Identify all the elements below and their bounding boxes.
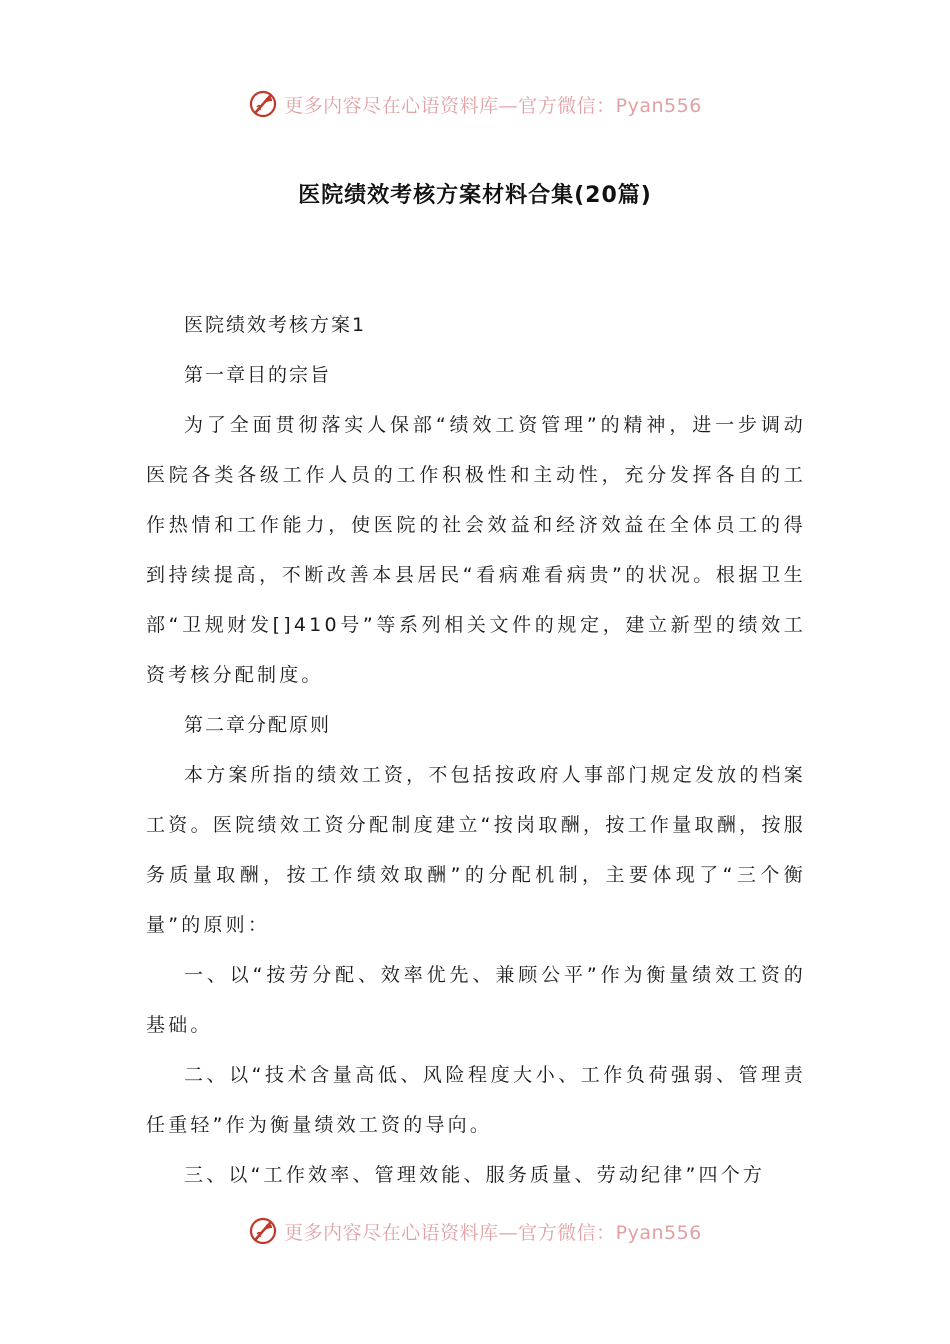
header-banner: [0, 84, 950, 124]
paragraph: 三、以“工作效率、管理效能、服务质量、劳动纪律”四个方: [184, 1164, 766, 1186]
banner-text: [284, 1218, 702, 1245]
document-title: 医院绩效考核方案材料合集(20篇): [298, 183, 652, 208]
paragraph: 第一章目的宗旨: [184, 364, 332, 386]
quill-pen-icon: [248, 89, 278, 119]
banner-promo-text: 更多内容尽在心语资料库—官方微信：: [284, 94, 616, 117]
banner-wechat-id: Pyan556: [615, 94, 702, 117]
document-body: [146, 300, 806, 1200]
paragraph: 为了全面贯彻落实人保部“绩效工资管理”的精神，进一步调动医院各类各级工作人员的工作积极性和主动性，充分发挥各自的工作热情和工作能力，使医院的社会效益和经济效益在全体员工的得到持续提高，不断改善本县居民“看病难看病贵”的状况。根据卫生部“卫规财发[]410号”等系列相关文件的规定，建立新型的绩效工资考核分配制度。: [146, 414, 806, 686]
banner-promo-text: 更多内容尽在心语资料库—官方微信：: [284, 1221, 616, 1244]
paragraph: 医院绩效考核方案1: [184, 314, 367, 336]
paragraph: 本方案所指的绩效工资，不包括按政府人事部门规定发放的档案工资。医院绩效工资分配制度建立“按岗取酬，按工作量取酬，按服务质量取酬，按工作绩效取酬”的分配机制，主要体现了“三个衡量”的原则：: [146, 764, 806, 936]
banner-wechat-id: Pyan556: [615, 1221, 702, 1244]
footer-banner: [0, 1211, 950, 1251]
paragraph: 一、以“按劳分配、效率优先、兼顾公平”作为衡量绩效工资的基础。: [146, 964, 806, 1036]
quill-pen-icon: [248, 1216, 278, 1246]
banner-text: [284, 91, 702, 118]
paragraph: 第二章分配原则: [184, 714, 332, 736]
paragraph: 二、以“技术含量高低、风险程度大小、工作负荷强弱、管理责任重轻”作为衡量绩效工资的导向。: [146, 1064, 806, 1136]
